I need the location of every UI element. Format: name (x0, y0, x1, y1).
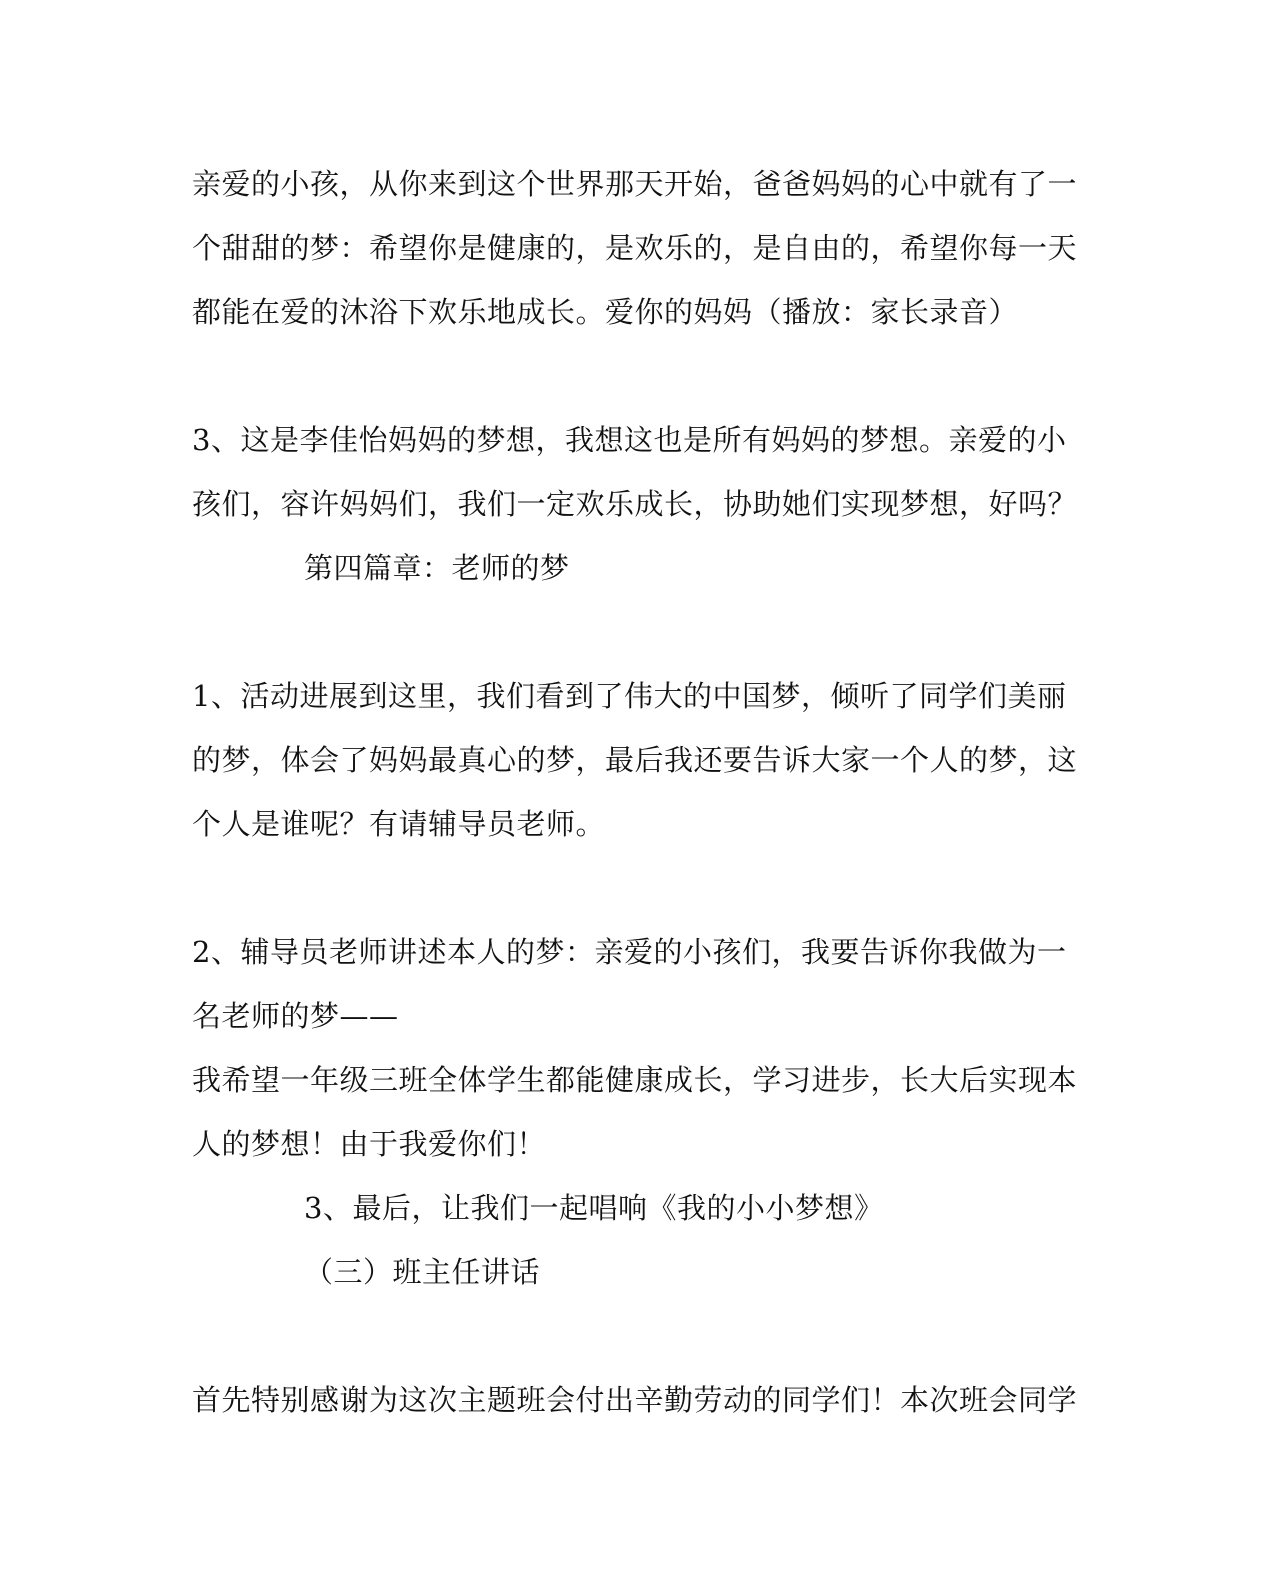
section-heading: 第四篇章：老师的梦 (304, 551, 570, 585)
paragraph-line: 3、最后，让我们一起唱响《我的小小梦想》 (304, 1191, 884, 1225)
paragraph-line: 2、辅导员老师讲述本人的梦：亲爱的小孩们，我要告诉你我做为一 (192, 935, 1067, 969)
paragraph-line: 都能在爱的沐浴下欢乐地成长。爱你的妈妈（播放：家长录音） (192, 295, 1019, 329)
paragraph-line: 的梦，体会了妈妈最真心的梦，最后我还要告诉大家一个人的梦，这 (192, 743, 1078, 777)
paragraph-line: 名老师的梦—— (192, 999, 399, 1033)
paragraph-line: 1、活动进展到这里，我们看到了伟大的中国梦，倾听了同学们美丽 (192, 679, 1067, 713)
paragraph-line: 首先特别感谢为这次主题班会付出辛勤劳动的同学们！本次班会同学 (192, 1383, 1078, 1417)
paragraph-line: 个人是谁呢？有请辅导员老师。 (192, 807, 606, 841)
paragraph-line: 个甜甜的梦：希望你是健康的，是欢乐的，是自由的，希望你每一天 (192, 231, 1078, 265)
paragraph-line: 孩们，容许妈妈们，我们一定欢乐成长，协助她们实现梦想，好吗？ (192, 487, 1078, 521)
paragraph-line: 人的梦想！由于我爱你们！ (192, 1127, 547, 1161)
paragraph-line: 3、这是李佳怡妈妈的梦想，我想这也是所有妈妈的梦想。亲爱的小 (192, 423, 1067, 457)
paragraph-line: 我希望一年级三班全体学生都能健康成长，学习进步，长大后实现本 (192, 1063, 1078, 1097)
paragraph-line: 亲爱的小孩，从你来到这个世界那天开始，爸爸妈妈的心中就有了一 (192, 167, 1078, 201)
section-heading: （三）班主任讲话 (304, 1255, 541, 1289)
